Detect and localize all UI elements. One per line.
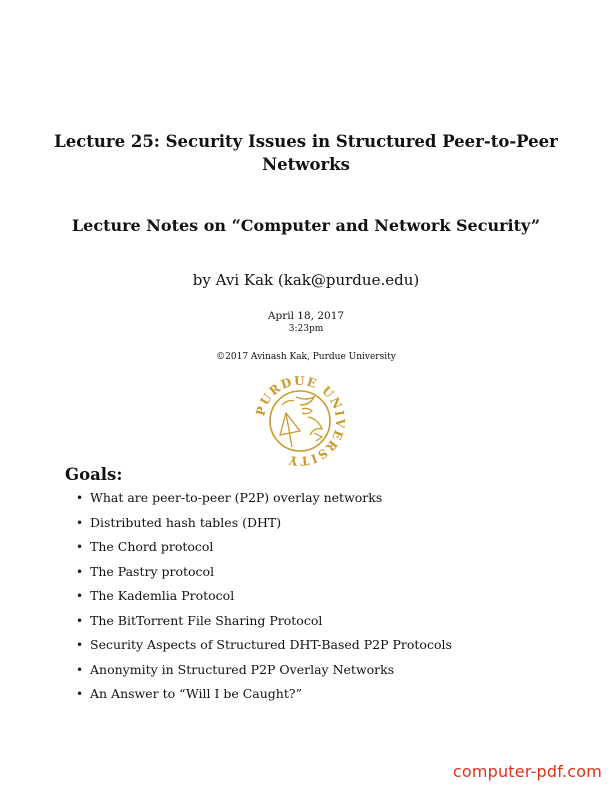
- title-line-1: Lecture 25: Security Issues in Structured Peer-to-Peer: [54, 132, 558, 151]
- goal-text: The Kademlia Protocol: [90, 588, 235, 603]
- goal-text: What are peer-to-peer (P2P) overlay networks: [90, 490, 383, 505]
- goal-item: [76, 537, 452, 562]
- date-line: April 18, 2017: [267, 310, 345, 322]
- time-line: 3:23pm: [288, 324, 324, 334]
- author-line: by Avi Kak (kak@purdue.edu): [192, 271, 420, 289]
- goal-item: [76, 586, 452, 611]
- goal-text: Distributed hash tables (DHT): [90, 514, 282, 530]
- goals-list: [76, 488, 452, 709]
- goal-item: [76, 513, 452, 538]
- purdue-university-seal: [252, 373, 348, 469]
- goal-item: [76, 660, 452, 685]
- bullet-icon: •: [76, 687, 84, 701]
- goal-item: [76, 635, 452, 660]
- goal-text: Anonymity in Structured P2P Overlay Networks: [90, 661, 395, 677]
- goal-item: [76, 488, 452, 513]
- goal-text: Security Aspects of Structured DHT-Based P2P Protocols: [90, 637, 452, 652]
- title-line-2: Networks: [262, 155, 350, 174]
- bullet-icon: •: [76, 540, 84, 554]
- bullet-icon: •: [76, 613, 84, 628]
- goal-text: The Chord protocol: [90, 539, 214, 554]
- goals-heading: Goals:: [65, 465, 123, 484]
- copyright-line: ©2017 Avinash Kak, Purdue University: [216, 352, 396, 362]
- lecture-subtitle: Lecture Notes on “Computer and Network Security”: [71, 216, 541, 235]
- goal-text: An Answer to “Will I be Caught?”: [90, 686, 302, 701]
- goal-item: [76, 562, 452, 587]
- goal-text: The Pastry protocol: [90, 563, 215, 579]
- bullet-icon: •: [76, 515, 84, 530]
- seal-text: PURDUE UNIVERSITY: [253, 373, 348, 469]
- watermark-link[interactable]: computer-pdf.com: [452, 762, 602, 781]
- goal-text: The BitTorrent File Sharing Protocol: [90, 612, 323, 628]
- lecture-title: [0, 130, 612, 176]
- goal-item: [76, 684, 452, 709]
- bullet-icon: •: [76, 491, 84, 505]
- bullet-icon: •: [76, 564, 84, 579]
- goal-item: [76, 611, 452, 636]
- bullet-icon: •: [76, 589, 84, 603]
- bullet-icon: •: [76, 662, 84, 677]
- bullet-icon: •: [76, 638, 84, 652]
